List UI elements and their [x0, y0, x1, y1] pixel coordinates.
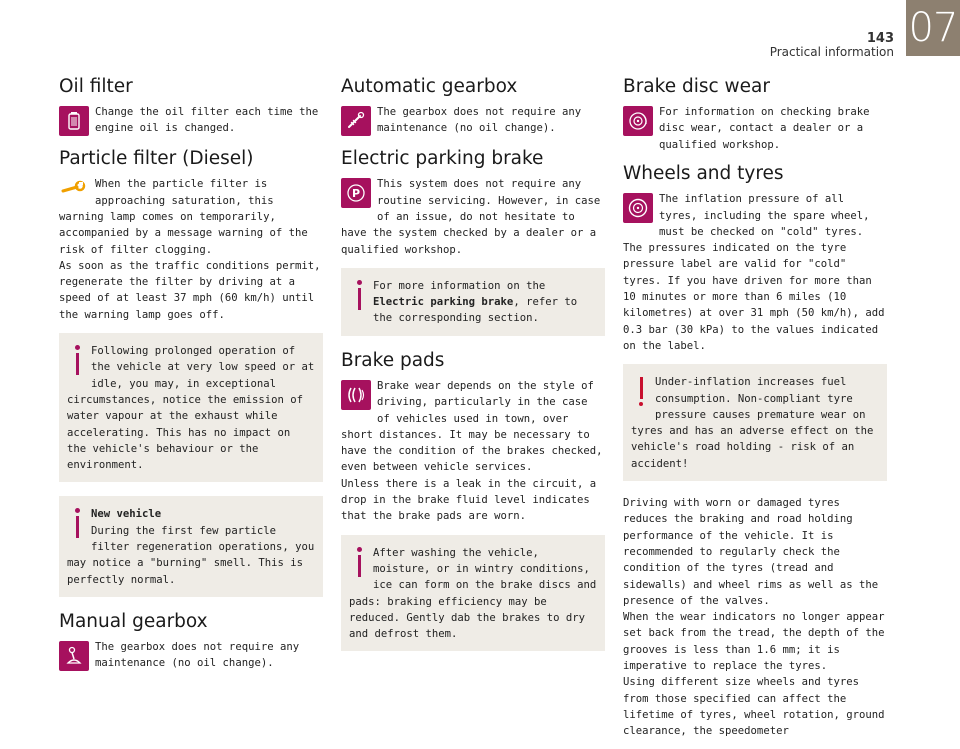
- wheels-text-1: The inflation pressure of all tyres, including the spare wheel, must be checked on "cold" tyres.: [659, 193, 870, 238]
- oil-filter-section: [59, 76, 323, 138]
- brake-pads-text-2: Unless there is a leak in the circuit, a drop in the brake fluid level indicates that the brake pads are worn.: [341, 477, 597, 523]
- particle-filter-text-1: When the particle filter is approaching saturation, this warning lamp comes on temporarily, accompanied by a message warning of the risk of filter clogging.: [59, 178, 308, 256]
- column-3: [623, 76, 887, 749]
- parking-brake-heading: Electric parking brake: [341, 148, 544, 170]
- chapter-tab: 07: [906, 0, 960, 56]
- info-note-parking-brake: [341, 268, 605, 336]
- gear-lever-icon: [59, 641, 89, 671]
- brake-disc-icon: [623, 106, 653, 136]
- parking-brake-section: [341, 148, 605, 336]
- brake-disc-section: [623, 76, 887, 153]
- particle-filter-section: [59, 148, 323, 597]
- info-icon: [67, 345, 87, 379]
- manual-gearbox-section: [59, 611, 323, 673]
- wheels-section: [623, 163, 887, 739]
- brake-pads-icon: [341, 380, 371, 410]
- manual-gearbox-heading: Manual gearbox: [59, 610, 208, 632]
- warning-icon: [631, 376, 651, 410]
- parking-brake-note: For more information on the Electric parking brake, refer to the corresponding section.: [373, 279, 578, 325]
- info-note-new-vehicle: [59, 496, 323, 596]
- info-icon: [349, 547, 369, 581]
- manual-gearbox-text: The gearbox does not require any maintenance (no oil change).: [95, 641, 300, 670]
- info-note-brake-moisture: [341, 535, 605, 652]
- page-number: 143: [866, 31, 894, 46]
- wheels-text-5: Using different size wheels and tyres from those specified can affect the lifetime of tyres, wheel rotation, ground clearance, the speedometer: [623, 676, 885, 738]
- svg-text:P: P: [351, 187, 361, 201]
- column-2: [341, 76, 605, 665]
- new-vehicle-heading: New vehicle: [91, 508, 162, 521]
- info-note-vapour: [59, 333, 323, 482]
- warning-note-inflation: [623, 364, 887, 481]
- column-1: [59, 76, 323, 683]
- wheels-heading: Wheels and tyres: [623, 163, 784, 185]
- automatic-gearbox-heading: Automatic gearbox: [341, 76, 518, 97]
- automatic-gearbox-icon: [341, 106, 371, 136]
- info-icon: [67, 508, 87, 542]
- brake-moisture-note: After washing the vehicle, moisture, or in wintry conditions, ice can form on the brake discs and pads: braking efficiency may be reduced. Gently dab the brakes to dry and defrost them.: [349, 546, 597, 641]
- oil-filter-icon: [59, 106, 89, 136]
- wrench-warning-icon: [59, 178, 89, 200]
- wheels-text-3: Driving with worn or damaged tyres reduces the braking and road holding performance of the vehicle. It is recommended to regularly check the condition of the tyres (tread and sidewalls) and wheel rims as well as the presence of the valves.: [623, 497, 879, 607]
- brake-pads-section: [341, 350, 605, 652]
- section-title: Practical information: [769, 45, 894, 59]
- tyre-icon: [623, 193, 653, 223]
- new-vehicle-text: During the first few particle filter regeneration operations, you may notice a "burning" smell. This is perfectly normal.: [67, 524, 315, 586]
- particle-filter-text-2: As soon as the traffic conditions permit, regenerate the filter by driving at a speed of at least 37 mph (60 km/h) until the warning lamp goes off.: [59, 259, 321, 321]
- inflation-warning-text: Under-inflation increases fuel consumption. Non-compliant tyre pressure causes premature wear on tyres and has an adverse effect on the vehicle's road holding - risk of an accident!: [631, 376, 874, 470]
- brake-pads-heading: Brake pads: [341, 349, 445, 371]
- wheels-text-2: The pressures indicated on the tyre pressure label are valid for "cold" tyres. If you have driven for more than 10 minutes or more than 6 miles (10 kilometres) at over 31 mph (50 km/h), add 0.3 bar (30 kPa) to the values indicated on the label.: [623, 242, 885, 352]
- automatic-gearbox-text: The gearbox does not require any maintenance (no oil change).: [377, 106, 582, 135]
- particle-filter-heading: Particle filter (Diesel): [59, 148, 254, 170]
- page-header: [660, 0, 960, 60]
- brake-disc-heading: Brake disc wear: [623, 76, 770, 97]
- automatic-gearbox-section: [341, 76, 605, 138]
- parking-brake-icon: [341, 178, 371, 208]
- oil-filter-heading: Oil filter: [59, 76, 133, 97]
- brake-disc-text: For information on checking brake disc wear, contact a dealer or a qualified workshop.: [659, 106, 870, 151]
- info-note-vapour-text: Following prolonged operation of the vehicle at very low speed or at idle, you may, in exceptional circumstances, notice the emission of water vapour at the exhaust while accelerating. This has no impact on the vehicle's behaviour or the environment.: [67, 345, 315, 472]
- oil-filter-text: Change the oil filter each time the engine oil is changed.: [95, 106, 319, 135]
- info-icon: [349, 280, 369, 314]
- brake-pads-text-1: Brake wear depends on the style of driving, particularly in the case of vehicles used in town, over short distances. It may be necessary to have the condition of the brakes checked, even between vehicle services.: [341, 379, 603, 474]
- parking-brake-text: This system does not require any routine servicing. However, in case of an issue, do not hesitate to have the system checked by a dealer or a qualified workshop.: [341, 178, 601, 256]
- wheels-text-4: When the wear indicators no longer appear set back from the tread, the depth of the grooves is less than 1.6 mm; it is imperative to replace the tyres.: [623, 611, 885, 672]
